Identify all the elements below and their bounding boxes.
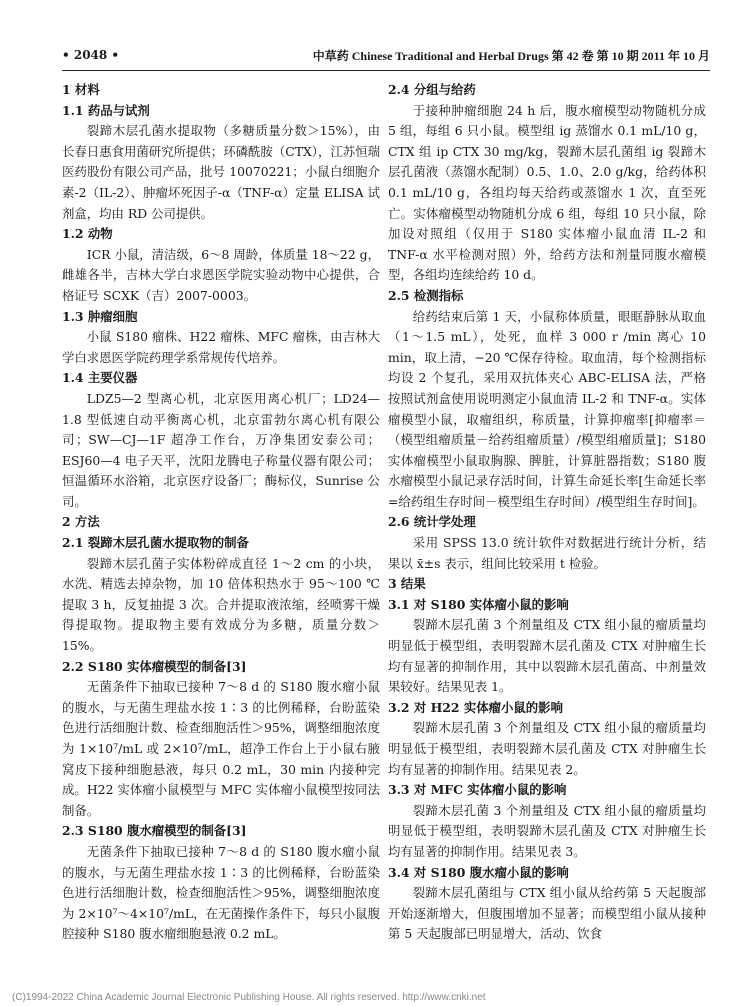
journal-title: 中草药 Chinese Traditional and Herbal Drugs 第 42 卷 第 10 期 2011 年 10 月 [312,48,710,63]
subsection-heading: 1.3 肿瘤细胞 [62,308,138,324]
page-number: • 2048 • [62,48,120,62]
paragraph: 给药结束后第 1 天，小鼠称体质量，眼眶静脉从取血（1～1.5 mL），处死，血样 3 000 r /min 离心 10 min，取上清，−20 ℃保存待检。取血清，每个检测指标均设 2 个复孔，采用双抗体夹心 ABC-ELISA 法，严格按照试剂盒使用说明测定小鼠血清 IL-2 和 TNF-α。实体瘤模型小鼠，取瘤组织，称质量，计算抑瘤率[抑瘤率＝（模型组瘤质量－给药组瘤质量）/模型组瘤质量]；S180 实体瘤模型小鼠取胸腺、脾脏，计算脏器指数；S180 腹水瘤模型小鼠记录存活时间，计算生命延长率[生命延长率=给药组生存时间－模型组生存时间）/模型组生存时间]。 [388,308,706,509]
subsection-heading: 3.1 对 S180 实体瘤小鼠的影响 [388,596,569,612]
paragraph: 裂蹄木层孔菌 3 个剂量组及 CTX 组小鼠的瘤质量均明显低于模型组，表明裂蹄木层孔菌及 CTX 对肿瘤生长均有显著的抑制作用。结果见表 2。 [388,720,706,777]
paragraph: 于接种肿瘤细胞 24 h 后，腹水瘤模型动物随机分成 5 组，每组 6 只小鼠。模型组 ig 蒸馏水 0.1 mL/10 g，CTX 组 ip CTX 30 mg/kg，裂蹄木层孔菌组 ig 裂蹄木层孔菌液（蒸馏水配制）0.5、1.0、2.0 g/kg，给药体积 0.1 mL/10 g，各组均每天给药或蒸馏水 1 次，直至死亡。实体瘤模型动物随机分成 6 组，每组 10 只小鼠，除加设对照组（仅用于 S180 实体瘤小鼠血清 IL-2 和 TNF-α 水平检测对照）外，给药方法和剂量同腹水瘤模型，各组均连续给药 10 d。 [388,102,706,283]
paragraph: 裂蹄木层孔菌子实体粉碎成直径 1～2 cm 的小块，水洗、精选去掉杂物，加 10 倍体积热水于 95～100 ℃提取 3 h，反复抽提 3 次。合并提取液浓缩，经喷雾干燥得提取物。提取物主要有效成分为多糖，质量分数＞15%。 [62,555,380,654]
paragraph: LDZ5—2 型离心机，北京医用离心机厂；LD24—1.8 型低速自动平衡离心机，北京雷勃尔离心机有限公司；SW—CJ—1F 超净工作台，万净集团安泰公司；ESJ60—4 电子天平，沈阳龙腾电子称量仪器有限公司；恒温循环水浴箱，北京医疗设备厂；酶标仪，Sunrise 公司。 [62,390,380,509]
page-header [62,44,710,66]
paragraph: 裂蹄木层孔菌 3 个剂量组及 CTX 组小鼠的瘤质量均明显低于模型组，表明裂蹄木层孔菌及 CTX 对肿瘤生长均有显著的抑制作用，其中以裂蹄木层孔菌高、中剂量效果较好。结果见表 1。 [388,617,706,695]
subsection-heading: 3.4 对 S180 腹水瘤小鼠的影响 [388,864,569,880]
section-heading: 1 材料 [62,82,100,97]
subsection-heading: 1.1 药品与试剂 [62,102,150,118]
section-heading: 2 方法 [62,514,100,530]
subsection-heading: 2.5 检测指标 [388,287,464,303]
copyright-footer: (C)1994-2022 China Academic Journal Electronic Publishing House. All rights reserved. http://www.cnki.net [12,992,486,1003]
subsection-heading: 3.2 对 H22 实体瘤小鼠的影响 [388,699,563,715]
paragraph: 无菌条件下抽取已接种 7～8 d 的 S180 腹水瘤小鼠的腹水，与无菌生理盐水按 1∶3 的比例稀释，台盼蓝染色进行活细胞计数，检查细胞活性＞95%，调整细胞浓度为 2×10⁷～4×10⁷/mL，在无菌操作条件下，每只小鼠腹腔接种 S180 腹水瘤细胞悬液 0.2 mL。 [62,843,380,942]
right-column [388,80,706,945]
paragraph: 裂蹄木层孔菌水提取物（多糖质量分数＞15%），由长春日惠食用菌研究所提供；环磷酰胺（CTX），江苏恒瑞医药股份有限公司产品，批号 10070221；小鼠白细胞介素-2（IL-2）、肿瘤坏死因子-α（TNF-α）定量 ELISA 试剂盒，均由 RD 公司提供。 [62,123,380,221]
paragraph: 无菌条件下抽取已接种 7～8 d 的 S180 腹水瘤小鼠的腹水，与无菌生理盐水按 1∶3 的比例稀释，台盼蓝染色进行活细胞计数、检查细胞活性＞95%，调整细胞浓度为 1×10⁷/mL 或 2×10⁷/mL，超净工作台上于小鼠右腋窝皮下接种细胞悬液，每只 0.2 mL，30 min 内接种完成。H22 实体瘤小鼠模型与 MFC 实体瘤小鼠模型按同法制备。 [62,679,380,818]
paragraph: ICR 小鼠，清洁级，6～8 周龄，体质量 18～22 g，雌雄各半，吉林大学白求恩医学院实验动物中心提供，合格证号 SCXK（吉）2007-0003。 [62,246,380,303]
subsection-heading: 3.3 对 MFC 实体瘤小鼠的影响 [388,782,567,798]
subsection-heading: 1.4 主要仪器 [62,370,138,386]
subsection-heading: 2.4 分组与给药 [388,82,476,97]
left-column [62,80,380,945]
paragraph: 小鼠 S180 瘤株、H22 瘤株、MFC 瘤株，由吉林大学白求恩医学院药理学系常规传代培养。 [62,329,380,365]
subsection-heading: 2.3 S180 腹水瘤模型的制备[3] [62,823,247,839]
paragraph: 裂蹄木层孔菌组与 CTX 组小鼠从给药第 5 天起腹部开始逐渐增大，但腹围增加不显著；而模型组小鼠从接种第 5 天起腹部已明显增大，活动、饮食 [388,885,706,942]
paragraph: 裂蹄木层孔菌 3 个剂量组及 CTX 组小鼠的瘤质量均明显低于模型组，表明裂蹄木层孔菌及 CTX 对肿瘤生长均有显著的抑制作用。结果见表 3。 [388,802,706,859]
subsection-heading: 2.1 裂蹄木层孔菌水提取物的制备 [62,535,249,551]
header-rule [62,70,710,71]
paragraph: 采用 SPSS 13.0 统计软件对数据进行统计分析，结果以 x̄±s 表示，组间比较采用 t 检验。 [388,535,706,571]
subsection-heading: 2.6 统计学处理 [388,514,476,530]
subsection-heading: 1.2 动物 [62,226,113,242]
section-heading: 3 结果 [388,576,426,592]
subsection-heading: 2.2 S180 实体瘤模型的制备[3] [62,658,247,674]
